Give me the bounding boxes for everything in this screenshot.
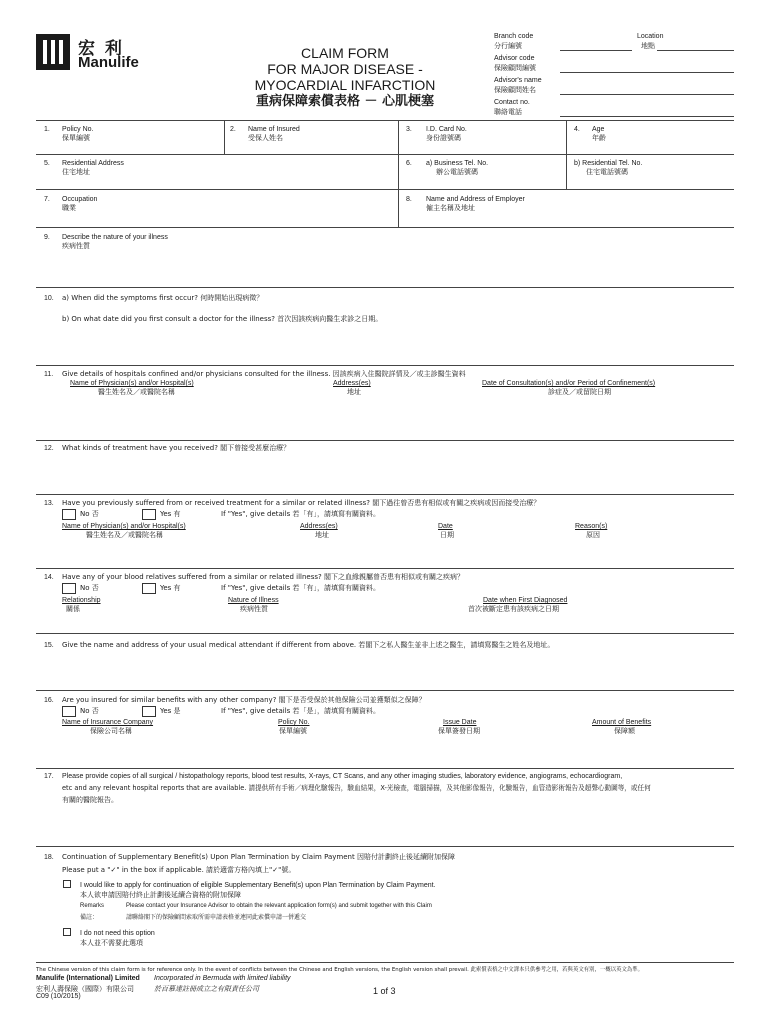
logo-english: Manulife <box>78 54 139 71</box>
contact-label-zh: 聯絡電話 <box>494 108 522 116</box>
contact-field[interactable] <box>560 116 734 117</box>
q18-option2-label-zh: 本人並不需要此選項 <box>80 939 143 947</box>
advisor-name-label: Advisor's name <box>494 77 542 84</box>
illness-nature-label: Describe the nature of your illness <box>62 234 168 241</box>
q12-text: What kinds of treatment have you received? 閣下曾接受甚麼治療？ <box>62 444 291 452</box>
q16-number: 16. <box>44 697 54 704</box>
logo-chinese: 宏 利 <box>78 39 124 59</box>
residential-tel-label-zh: 住宅電話號碼 <box>586 168 628 176</box>
q11-text: Give details of hospitals confined and/or physicians consulted for the illness. 因該疾病入住醫院詳情及／或主診醫生資料 <box>62 370 466 378</box>
q11-number: 11. <box>44 371 54 378</box>
branch-code-label: Branch code <box>494 33 534 40</box>
q12-input[interactable] <box>60 455 730 493</box>
q10b-text: b) On what date did you first consult a doctor for the illness? 首次因該疾病向醫生求診之日期。 <box>62 315 383 323</box>
q13-if-yes: If "Yes", give details 若「有」，請填寫有關資料。 <box>221 510 381 518</box>
q17-number: 17. <box>44 773 54 780</box>
q16-col-company-zh: 保險公司名稱 <box>90 727 132 735</box>
q15-input[interactable] <box>60 652 730 689</box>
branch-code-field[interactable] <box>560 50 632 51</box>
field-8-number: 8. <box>406 196 412 203</box>
illness-nature-label-zh: 疾病性質 <box>62 242 90 250</box>
q14-number: 14. <box>44 574 54 581</box>
q18-remarks-text: Please contact your Insurance Advisor to obtain the relevant application form(s) and submit together with this Claim <box>126 903 432 909</box>
q17-line1: Please provide copies of all surgical / histopathology reports, blood test results, X-rays, CT Scans, and any other imaging studies, laboratory evidence, angiograms, echocardiogram, <box>62 773 623 780</box>
q14-col-nature: Nature of Illness <box>228 597 279 604</box>
illness-nature-input[interactable] <box>60 252 730 286</box>
q18-option2-label: I do not need this option <box>80 930 155 937</box>
q14-col-nature-zh: 疾病性質 <box>240 605 268 613</box>
page-number: 1 of 3 <box>373 986 396 996</box>
q11-col-date: Date of Consultation(s) and/or Period of Confinement(s) <box>482 380 656 387</box>
q13-number: 13. <box>44 500 54 507</box>
q18-option1-checkbox[interactable] <box>63 880 71 888</box>
branch-code-label-zh: 分行編號 <box>494 42 522 50</box>
q13-col-date-zh: 日期 <box>440 531 454 539</box>
occupation-label-zh: 職業 <box>62 204 76 212</box>
residential-tel-input[interactable] <box>572 177 730 188</box>
q11-input-area[interactable] <box>60 398 730 438</box>
q18-tick-instruction: Please put a "✓" in the box if applicable. 請於適當方格內填上"✓"號。 <box>62 866 296 874</box>
q13-no-checkbox[interactable] <box>62 509 76 520</box>
q13-col-date: Date <box>438 523 453 530</box>
q13-col-address-zh: 地址 <box>315 531 329 539</box>
footer-disclaimer: The Chinese version of this claim form is for reference only. In the event of conflicts between the Chinese and English versions, the English version shall prevail. 此索償表格之中文譯本只供參考之用，若與英文有別，一概以英文為準。 <box>36 967 644 973</box>
business-tel-label-zh: 辦公電話號碼 <box>436 168 478 176</box>
field-9-number: 9. <box>44 234 50 241</box>
q10a-input[interactable] <box>60 304 730 314</box>
employer-label: Name and Address of Employer <box>426 196 525 203</box>
q13-yes-label: Yes 有 <box>160 510 181 518</box>
q16-input-area[interactable] <box>60 737 730 767</box>
age-input[interactable] <box>590 144 730 153</box>
employer-input[interactable] <box>424 214 730 226</box>
advisor-code-label: Advisor code <box>494 55 535 62</box>
q17-line2: etc and any relevant hospital reports that are available. 請提供所有手術／病理化驗報告，驗血結果，X-光檢查，電腦掃描，及其他影像報告，化驗報告，血管造影術報告及超聲心動圖等，或任何 <box>62 784 651 792</box>
q18-text: Continuation of Supplementary Benefit(s) Upon Plan Termination by Claim Payment 因賠付計劃終止後延續附加保障 <box>62 853 455 861</box>
residential-address-label-zh: 住宅地址 <box>62 168 90 176</box>
office-use-block <box>494 32 734 120</box>
q13-col-reason: Reason(s) <box>575 523 608 530</box>
residential-address-label: Residential Address <box>62 160 124 167</box>
policy-no-input[interactable] <box>60 144 220 153</box>
age-label: Age <box>592 126 605 133</box>
advisor-code-field[interactable] <box>560 72 734 73</box>
q14-col-date-zh: 首次被斷定患有該疾病之日期 <box>468 605 559 613</box>
q13-col-reason-zh: 原因 <box>586 531 600 539</box>
q16-yes-label: Yes 是 <box>160 707 181 715</box>
q16-col-company: Name of Insurance Company <box>62 719 154 726</box>
footer-company-inc: Incorporated in Bermuda with limited liability <box>154 975 291 982</box>
q11-col-address-zh: 地址 <box>347 388 361 396</box>
q13-yes-checkbox[interactable] <box>142 509 156 520</box>
q14-col-date: Date when First Diagnosed <box>483 597 568 604</box>
advisor-name-label-zh: 保險顧問姓名 <box>494 86 536 94</box>
age-label-zh: 年齡 <box>592 134 606 142</box>
footer-company-inc-zh: 於百慕達註冊成立之有限責任公司 <box>154 985 259 993</box>
q11-col-physician-zh: 醫生姓名及／或醫院名稱 <box>98 388 175 396</box>
q14-col-relationship: Relationship <box>62 597 101 604</box>
field-5-number: 5. <box>44 160 50 167</box>
contact-label: Contact no. <box>494 99 530 106</box>
q16-text: Are you insured for similar benefits with any other company? 閣下是否受保於其他保險公司並獲類似之保障？ <box>62 696 426 704</box>
id-card-input[interactable] <box>424 144 562 153</box>
field-3-number: 3. <box>406 126 412 133</box>
q18-option2-checkbox[interactable] <box>63 928 71 936</box>
q17-line3: 有關的醫院報告。 <box>62 796 118 804</box>
form-title <box>225 45 465 111</box>
q18-remarks-label-zh: 備註： <box>80 914 99 921</box>
q13-text: Have you previously suffered from or received treatment for a similar or related illness? 閣下過往曾否患有相似或有關之疾病或因而接受治療？ <box>62 499 541 507</box>
q14-if-yes: If "Yes", give details 若「有」，請填寫有關資料。 <box>221 584 381 592</box>
id-card-label: I.D. Card No. <box>426 126 467 133</box>
advisor-code-label-zh: 保險顧問編號 <box>494 64 536 72</box>
q16-if-yes: If "Yes", give details 若「是」，請填寫有關資料。 <box>221 707 381 715</box>
field-7-number: 7. <box>44 196 50 203</box>
q14-yes-label: Yes 有 <box>160 584 181 592</box>
location-label: Location <box>637 33 664 40</box>
q18-remarks-label: Remarks <box>80 903 105 909</box>
policy-no-label: Policy No. <box>62 126 94 133</box>
q16-col-issue-date: Issue Date <box>443 719 477 726</box>
q16-col-amount: Amount of Benefits <box>592 719 652 726</box>
residential-address-input[interactable] <box>60 176 394 188</box>
field-4-number: 4. <box>574 126 580 133</box>
q15-text: Give the name and address of your usual medical attendant if different from above. 若閣下之私人醫生並非上述之醫生，請填寫醫生之姓名及地址。 <box>62 641 555 649</box>
q10a-text: a) When did the symptoms first occur? 何時開始出現病徵？ <box>62 294 264 302</box>
q14-input-area[interactable] <box>60 615 730 632</box>
advisor-name-field[interactable] <box>560 94 734 95</box>
title-chinese: 重病保障索償表格 － 心肌梗塞 <box>255 94 435 109</box>
title-line1: CLAIM FORM <box>301 45 389 61</box>
name-of-insured-label: Name of Insured <box>248 126 300 133</box>
q13-input-area[interactable] <box>60 541 730 567</box>
policy-no-label-zh: 保單編號 <box>62 134 90 142</box>
location-label-zh: 地點 <box>641 42 655 50</box>
q13-col-address: Address(es) <box>300 523 338 530</box>
business-tel-label: a) Business Tel. No. <box>426 160 489 167</box>
title-line2: FOR MAJOR DISEASE - <box>267 61 423 77</box>
q15-number: 15. <box>44 642 54 649</box>
name-of-insured-input[interactable] <box>246 144 394 153</box>
q14-yes-checkbox[interactable] <box>142 583 156 594</box>
footer-form-code: C09 (10/2015) <box>36 993 81 1000</box>
q16-no-label: No 否 <box>80 707 99 715</box>
employer-label-zh: 僱主名稱及地址 <box>426 204 475 212</box>
q16-col-amount-zh: 保障額 <box>614 727 635 735</box>
q13-col-physician-zh: 醫生姓名及／或醫院名稱 <box>86 531 163 539</box>
q13-col-physician: Name of Physician(s) and/or Hospital(s) <box>62 523 186 530</box>
manulife-logo <box>36 34 156 72</box>
q14-col-relationship-zh: 關係 <box>66 605 80 613</box>
location-field[interactable] <box>657 50 734 51</box>
q16-col-policy-zh: 保單編號 <box>279 727 307 735</box>
business-tel-input[interactable] <box>424 177 562 188</box>
q16-col-policy: Policy No. <box>278 719 310 726</box>
q14-text: Have any of your blood relatives suffered from a similar or related illness? 閣下之血緣親屬曾否患有相似或有關之疾病？ <box>62 573 464 581</box>
residential-tel-label: b) Residential Tel. No. <box>574 160 643 167</box>
q18-remarks-text-zh: 請聯絡閣下的保險顧問索取所需申請表格並連同此索償申請一併遞交 <box>126 914 307 921</box>
footer-company-en: Manulife (International) Limited <box>36 975 140 982</box>
q11-col-date-zh: 診症及／或留院日期 <box>548 388 611 396</box>
occupation-label: Occupation <box>62 196 98 203</box>
q16-col-issue-date-zh: 保單簽發日期 <box>438 727 480 735</box>
q14-no-checkbox[interactable] <box>62 583 76 594</box>
q16-no-checkbox[interactable] <box>62 706 76 717</box>
field-1-number: 1. <box>44 126 50 133</box>
field-6-number: 6. <box>406 160 412 167</box>
field-2-number: 2. <box>230 126 236 133</box>
q16-yes-checkbox[interactable] <box>142 706 156 717</box>
q18-option1-label-zh: 本人欲申請因賠付終止計劃後延續合資格的附加保障 <box>80 891 241 899</box>
q11-col-address: Address(es) <box>333 380 371 387</box>
q10b-input[interactable] <box>60 326 730 364</box>
q11-col-physician: Name of Physician(s) and/or Hospital(s) <box>70 380 194 387</box>
q14-no-label: No 否 <box>80 584 99 592</box>
occupation-input[interactable] <box>60 214 394 226</box>
q18-option1-label: I would like to apply for continuation of eligible Supplementary Benefit(s) upon Plan Termination by Claim Payment. <box>80 882 436 889</box>
q18-number: 18. <box>44 854 54 861</box>
manulife-logo-icon <box>36 34 70 70</box>
id-card-label-zh: 身份證號碼 <box>426 134 461 142</box>
name-of-insured-label-zh: 受保人姓名 <box>248 134 283 142</box>
q10-number: 10. <box>44 295 54 302</box>
title-line3: MYOCARDIAL INFARCTION <box>254 77 436 93</box>
q13-no-label: No 否 <box>80 510 99 518</box>
footer-company-zh: 宏利人壽保險（國際）有限公司 <box>36 985 134 993</box>
q12-number: 12. <box>44 445 54 452</box>
